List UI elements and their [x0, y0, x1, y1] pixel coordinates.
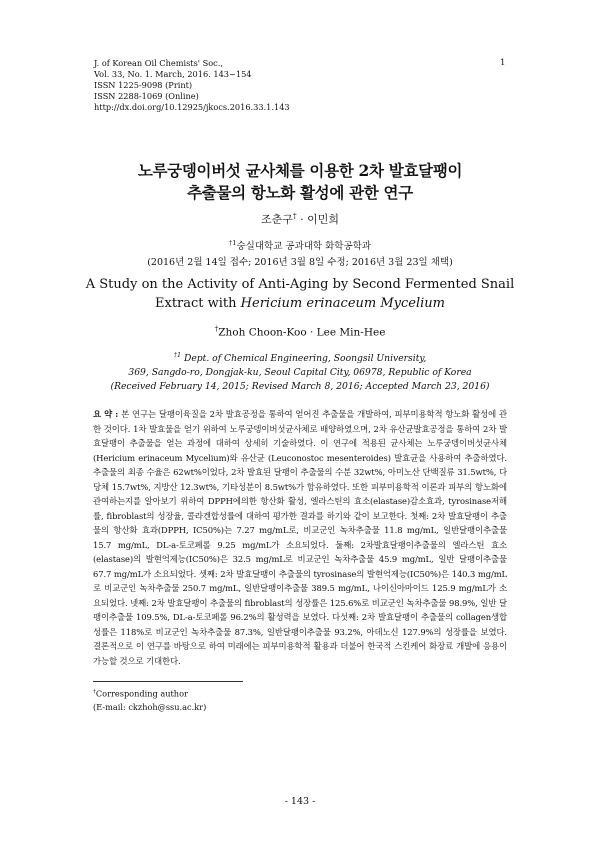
journal-volume: Vol. 33, No. 1. March, 2016. 143~154 — [94, 69, 252, 79]
issn-online: ISSN 2288-1069 (Online) — [94, 91, 199, 101]
korean-authors — [0, 211, 600, 227]
english-affiliation-line1: Dept. of Chemical Engineering, Soongsil University, — [181, 353, 427, 365]
abstract-body: 본 연구는 달팽이육질을 2차 발효공정을 통하여 얻어진 추출물을 개발하여, 피부미용학적 항노화 활성에 관한 것이다. 1차 발효물을 얻기 위하여 노루궁뎅이버섯균사체로 배양하였으며, 2차 유산균발효공정을 통하여 2차 발효달팽이 추출물을 얻는 과정에 대하여 상세히 기술하였다. 이 연구에 적용된 균사체는 노루궁뎅이버섯균사체 (Hericium erinaceum Mycelium)와 유산균 (Leuconostoc mesenteroides) 발효균을 사용하여 추출하였다. 추출물의 최종 수율은 62wt%이었다, 2차 발효된 달팽이 추출물의 수분 32wt%, 아미노산 단백질류 31.5wt%, 다당체 15.7wt%, 지방산 12.3wt%, 기타성분이 8.5wt%가 함유하였다. 또한 피부미용학적 이론과 피부의 항노화에 관여하는지를 알아보기 위하여 DPPH에의한 항산화 활성, 엘라스틴의 효소(elastase)감소효과, tyrosinase저해률, fibroblast의 성장율, 콜라겐합성률에 대하여 평가한 결과를 하기와 같이 보고한다. 첫째: 2차 발효달팽이 추출물의 항산화 효과(DPPH, IC50%)는 7.27 mg/mL로, 비교군인 녹차추출물 11.8 mg/mL, 일반달팽이추출물 15.7 mg/mL, DL-a-토코페롤 9.25 mg/mL가 소요되었다. 둘째: 2차발효달팽이추출물의 엘라스틴 효소(elastase)의 발현억제능(IC50%)은 32.5 mg/mL로 비교군인 녹차추출물 45.9 mg/mL, 일반 달팽이추출물 67.7 mg/mL가 소요되었다. 셋째: 2차 발효달팽이 추출물의 tyrosinase의 발현억제능(IC50%)은 140.3 mg/mL로 비교군인 녹차추출물 250.7 mg/mL, 일반달팽이추출물 389.5 mg/mL, 나이신아마이드 125.9 mg/mL가 소요되었다. 넷째: 2차 발효달팽이 추출물의 fibroblast의 성장률은 125.6%로 비교군인 녹차추출물 98.9%, 일반 달팽이추출물 109.5%, DL-a-토코페롤 96.2%의 활성력을 보였다. 다섯째: 2차 발효달팽이 추출물의 collagen생합성률은 118%로 비교군인 녹차추출물 87.3%, 일반달팽이추출물 93.2%, 아데노신 127.9%의 성장률을 보였다. 결론적으로 이 연구를 바탕으로 하여 미래에는 피부미용학적 활용과 더불어 한국적 스킨케어 화장료 개발에 응용이 가능할 것으로 기대한다. — [93, 409, 508, 666]
english-affiliation-line2: 369, Sangdo-ro, Dongjak-ku, Seoul Capital City, 06978, Republic of Korea — [128, 367, 472, 379]
korean-affiliation — [0, 235, 600, 271]
journal-name: J. of Korean Oil Chemists' Soc., — [94, 58, 223, 68]
korean-author-1: 조춘구 — [260, 213, 293, 226]
english-title-species: Hericium erinaceum Mycelium — [240, 296, 445, 311]
affiliation-mark-en: †1 — [173, 351, 182, 359]
page-number-top: 1 — [500, 58, 506, 68]
korean-author-2: 이민희 — [307, 213, 340, 226]
korean-title-line1: 노루궁뎅이버섯 균사체를 이용한 2차 발효달팽이 — [137, 161, 463, 180]
english-title — [40, 275, 560, 313]
english-affiliation — [0, 348, 600, 394]
english-title-line2: Extract with — [155, 296, 241, 311]
footnote — [93, 686, 206, 714]
korean-title-line2: 추출물의 항노화 활성에 관한 연구 — [187, 183, 413, 202]
author-separator: · — [296, 213, 308, 226]
abstract — [93, 407, 507, 668]
korean-title — [40, 160, 560, 204]
english-dates: (Received February 14, 2015; Revised March 8, 2016; Accepted March 23, 2016) — [110, 381, 490, 393]
english-authors-text: Zhoh Choon-Koo · Lee Min-Hee — [218, 326, 386, 339]
footnote-divider — [93, 681, 243, 682]
page-number-bottom: - 143 - — [284, 796, 316, 807]
doi-link[interactable]: http://dx.doi.org/10.12925/jkocs.2016.33.1.143 — [94, 102, 290, 112]
affiliation-mark-ko: †1 — [228, 239, 237, 247]
abstract-label: 요 약 : — [93, 409, 119, 419]
journal-header — [94, 58, 290, 113]
corresponding-mark: † — [292, 211, 297, 221]
issn-print: ISSN 1225-9098 (Print) — [94, 80, 193, 90]
english-authors — [0, 324, 600, 339]
footnote-label: Corresponding author — [95, 688, 188, 699]
english-title-line1: A Study on the Activity of Anti-Aging by Second Fermented Snail — [85, 277, 515, 292]
korean-dates: (2016년 2월 14일 접수; 2016년 3월 8일 수정; 2016년 3월 23일 채택) — [147, 257, 453, 269]
footnote-email: (E-mail: ckzhoh@ssu.ac.kr) — [93, 701, 207, 712]
footnote-mark: † — [93, 689, 96, 695]
korean-affiliation-text: 숭실대학교 공과대학 화학공학과 — [236, 241, 372, 253]
corresponding-mark-en: † — [214, 324, 219, 333]
